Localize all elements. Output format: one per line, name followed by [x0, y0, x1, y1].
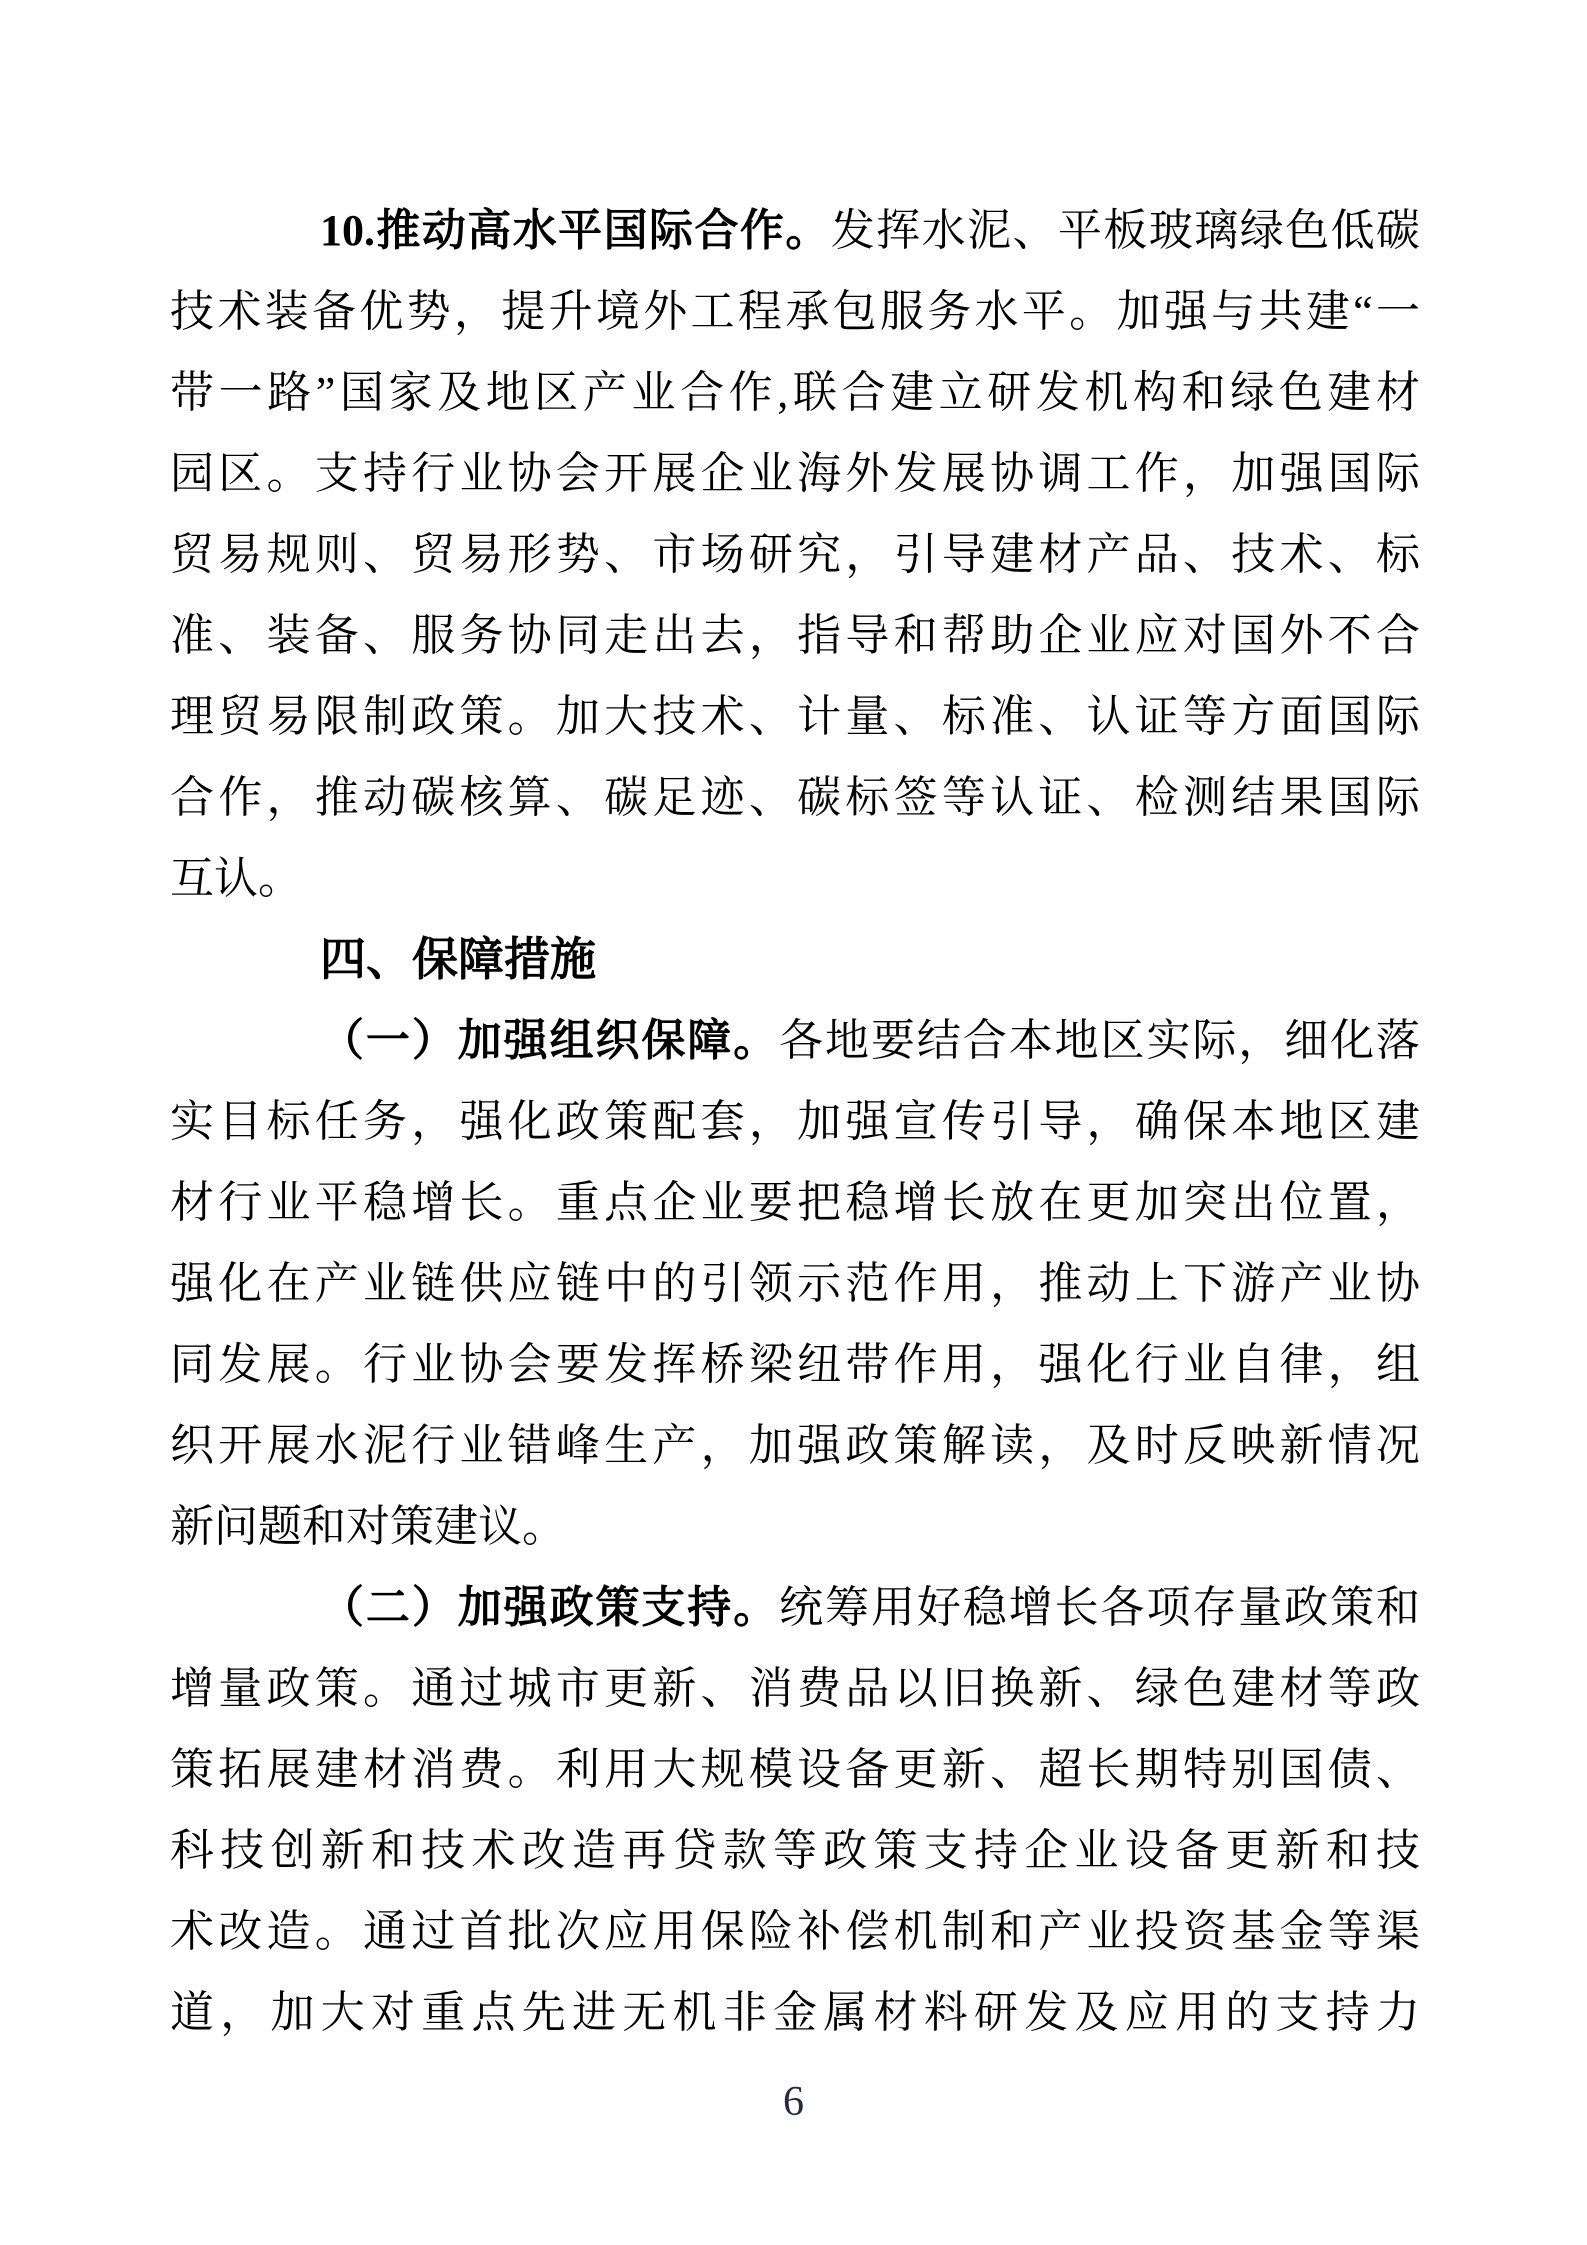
page-number: 6 [783, 2079, 804, 2125]
text-line: 材行业平稳增长。重点企业要把稳增长放在更加突出位置， [170, 1178, 1420, 1227]
text-line: 合作，推动碳核算、碳足迹、碳标签等认证、检测结果国际 [170, 773, 1420, 822]
text-line: 策拓展建材消费。利用大规模设备更新、超长期特别国债、 [170, 1745, 1420, 1794]
line-text: 统筹用好稳增长各项存量政策和 [779, 1583, 1420, 1632]
text-line: 理贸易限制政策。加大技术、计量、标准、认证等方面国际 [170, 692, 1420, 741]
line-text: 各地要结合本地区实际，细化落 [779, 1016, 1420, 1065]
document-body [170, 190, 1420, 2053]
text-line: 道，加大对重点先进无机非金属材料研发及应用的支持力 [170, 1988, 1420, 2037]
text-line: 技术装备优势，提升境外工程承包服务水平。加强与共建“一 [170, 287, 1420, 336]
text-line: 互认。 [170, 854, 302, 903]
text-line: 织开展水泥行业错峰生产，加强政策解读，及时反映新情况 [170, 1421, 1420, 1470]
line-text: 发挥水泥、平板玻璃绿色低碳 [830, 206, 1420, 255]
section-heading: 四、保障措施 [320, 933, 596, 985]
paragraph-lead-text: 10.推动高水平国际合作。 [320, 206, 831, 255]
text-line [170, 1000, 1420, 1081]
text-line: 同发展。行业协会要发挥桥梁纽带作用，强化行业自律，组 [170, 1340, 1420, 1389]
paragraph-lead-text: （一）加强组织保障。 [320, 1016, 780, 1065]
text-line: 准、装备、服务协同走出去，指导和帮助企业应对国外不合 [170, 611, 1420, 660]
paragraph-lead-text: （二）加强政策支持。 [320, 1583, 780, 1632]
text-line: 实目标任务，强化政策配套，加强宣传引导，确保本地区建 [170, 1097, 1420, 1146]
text-line: 贸易规则、贸易形势、市场研究，引导建材产品、技术、标 [170, 530, 1420, 579]
text-line: 科技创新和技术改造再贷款等政策支持企业设备更新和技 [170, 1826, 1420, 1875]
text-line: 增量政策。通过城市更新、消费品以旧换新、绿色建材等政 [170, 1664, 1420, 1713]
text-line: 带一路”国家及地区产业合作,联合建立研发机构和绿色建材 [170, 368, 1420, 417]
text-line: 新问题和对策建议。 [170, 1502, 566, 1551]
text-line [170, 1567, 1420, 1648]
page-footer [0, 2076, 1587, 2128]
text-line: 强化在产业链供应链中的引领示范作用，推动上下游产业协 [170, 1259, 1420, 1308]
text-line: 术改造。通过首批次应用保险补偿机制和产业投资基金等渠 [170, 1907, 1420, 1956]
text-line [170, 190, 1420, 271]
text-line: 园区。支持行业协会开展企业海外发展协调工作，加强国际 [170, 449, 1420, 498]
